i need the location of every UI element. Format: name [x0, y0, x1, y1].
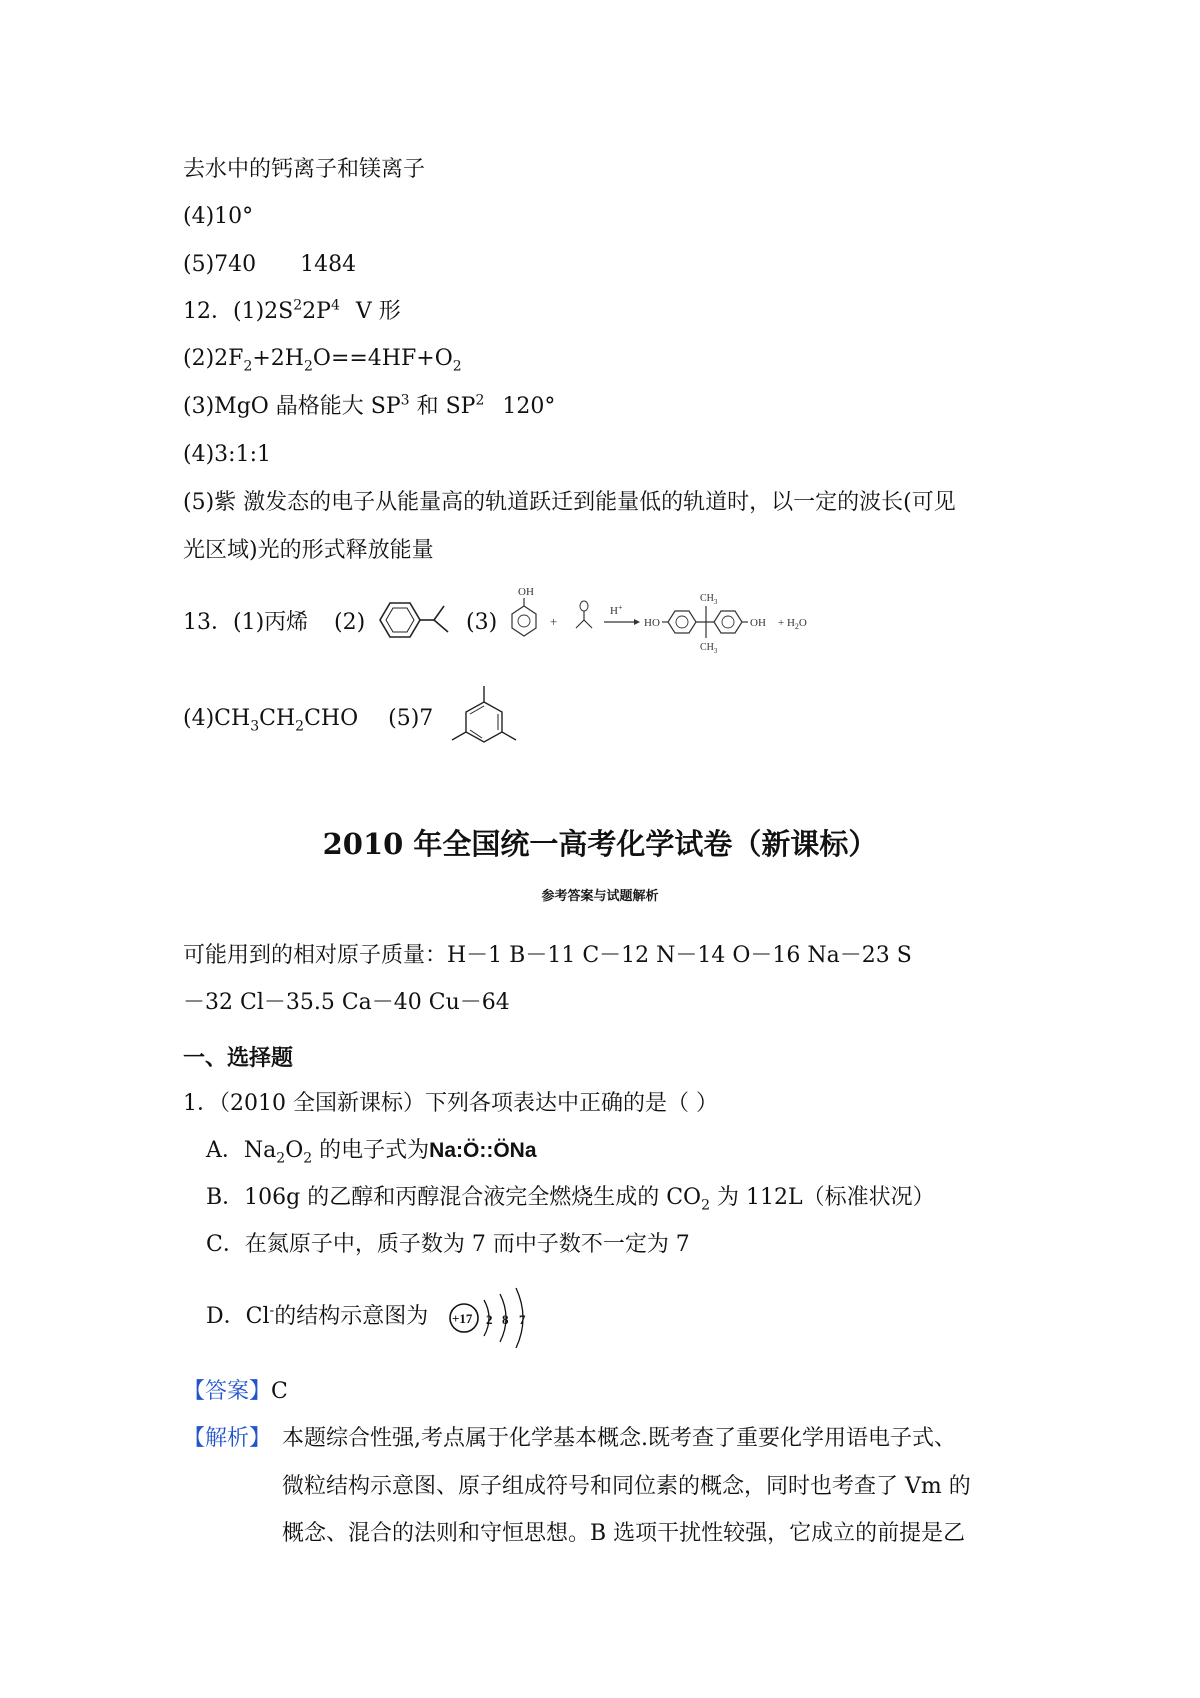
text: CH [259, 706, 296, 731]
q13-part5: (5)7 [388, 706, 434, 731]
mesitylene-structure-icon [446, 680, 522, 762]
q12-text: V 形 [355, 299, 401, 324]
q13-part2-label: (2) [334, 610, 366, 635]
shell-1-count: 2 [486, 1312, 493, 1327]
q12-part2 [183, 344, 462, 374]
sub: 2 [303, 1150, 313, 1167]
text: O [285, 1138, 304, 1163]
ch3-bottom-label: $CH_3$ [700, 642, 718, 655]
cumene-structure-icon [368, 590, 458, 650]
q12-part3 [183, 392, 555, 422]
analysis-line3: 概念、混合的法则和守恒思想。B 选项干扰性较强，它成立的前提是乙 [282, 1521, 966, 1546]
answer-line-5 [183, 250, 356, 280]
shell-3-count: 7 [519, 1312, 526, 1327]
text: A．Na [206, 1138, 277, 1163]
text: 120° [502, 394, 556, 419]
analysis-label: 【解析】 [183, 1426, 272, 1451]
page-title: 2010 年全国统一高考化学试卷（新课标） [322, 827, 878, 861]
sub: 2 [276, 1150, 286, 1167]
analysis-line2: 微粒结构示意图、原子组成符号和同位素的概念，同时也考查了 Vm 的 [282, 1474, 971, 1499]
q12-part1 [183, 297, 401, 327]
oh-label: OH [518, 586, 534, 598]
option-b [206, 1183, 935, 1213]
text: (3)MgO 晶格能大 SP [183, 394, 401, 419]
q12-text: 2P [302, 299, 331, 324]
oh-right-label: OH [750, 617, 766, 629]
text: +2H [252, 346, 304, 371]
q12-part5-line1: (5)紫 激发态的电子从能量高的轨道跃迁到能量低的轨道时，以一定的波长(可见 [183, 490, 956, 515]
text: 为 112L（标准状况） [710, 1185, 935, 1210]
q12-part4: (4)3:1:1 [183, 442, 271, 467]
text: (4)CH [183, 706, 251, 731]
sub: 2 [452, 358, 462, 375]
option-a [206, 1136, 537, 1166]
question-1: 1．（2010 全国新课标）下列各项表达中正确的是（ ） [183, 1091, 718, 1116]
sup: - [269, 1302, 275, 1319]
water-label: + $H_2O$ [778, 617, 807, 631]
text: O==4HF+O [312, 346, 453, 371]
sub: 2 [295, 718, 305, 735]
answer-value: C [271, 1379, 288, 1404]
option-c: C．在氮原子中，质子数为 7 而中子数不一定为 7 [206, 1232, 690, 1257]
sup: 4 [330, 297, 340, 314]
option-d [206, 1302, 428, 1332]
shell-2-count: 8 [502, 1312, 509, 1327]
q13-part4 [183, 704, 433, 734]
atomic-mass-line2: －32 Cl－35.5 Ca－40 Cu－64 [183, 990, 510, 1015]
page-subtitle: 参考答案与试题解析 [541, 889, 659, 904]
analysis-tag [183, 1424, 271, 1454]
sup: 2 [293, 297, 303, 314]
text: 和 SP [409, 394, 476, 419]
sup: 2 [475, 392, 485, 409]
sub: 2 [303, 358, 313, 375]
text: D．Cl [206, 1304, 270, 1329]
q13-part1: 13．(1)丙烯 [183, 610, 309, 635]
plus-sign: + [550, 614, 558, 629]
ch3-top-label: $CH_3$ [700, 593, 718, 606]
value-1484: 1484 [300, 252, 357, 277]
q12-text: 12．(1)2S [183, 299, 294, 324]
answer-tag: 【答案】 [183, 1379, 272, 1404]
sub: 3 [250, 718, 260, 735]
answer-line [183, 1377, 288, 1407]
atomic-mass-line1: 可能用到的相对原子质量：H－1 B－11 C－12 N－14 O－16 Na－23 S [183, 943, 912, 968]
bisphenol-reaction-diagram [500, 584, 860, 656]
text: 的电子式为 [312, 1138, 430, 1163]
sub: 2 [701, 1197, 711, 1214]
text: 的结构示意图为 [274, 1304, 429, 1329]
sub: 2 [243, 358, 253, 375]
text: CHO [304, 706, 359, 731]
text: (2)2F [183, 346, 244, 371]
ho-label: HO [644, 617, 660, 629]
answer-line-calcium: 去水中的钙离子和镁离子 [183, 157, 426, 182]
analysis-line1: 本题综合性强,考点属于化学基本概念.既考查了重要化学用语电子式、 [282, 1426, 956, 1451]
nucleus-label: +17 [452, 1311, 473, 1326]
electron-formula: Na:Ö::ÖNa [429, 1139, 537, 1162]
q13-part3-label: (3) [466, 610, 498, 635]
sup: 3 [400, 392, 410, 409]
q12-part5-line2: 光区域)光的形式释放能量 [183, 538, 434, 563]
catalyst-label: H+ [610, 603, 623, 617]
answer-line-4-10: (4)10° [183, 204, 254, 229]
text: B．106g 的乙醇和丙醇混合液完全燃烧生成的 CO [206, 1185, 702, 1210]
chloride-structure-diagram [440, 1282, 540, 1354]
section-heading: 一、选择题 [183, 1045, 294, 1071]
value-740: (5)740 [183, 252, 257, 277]
